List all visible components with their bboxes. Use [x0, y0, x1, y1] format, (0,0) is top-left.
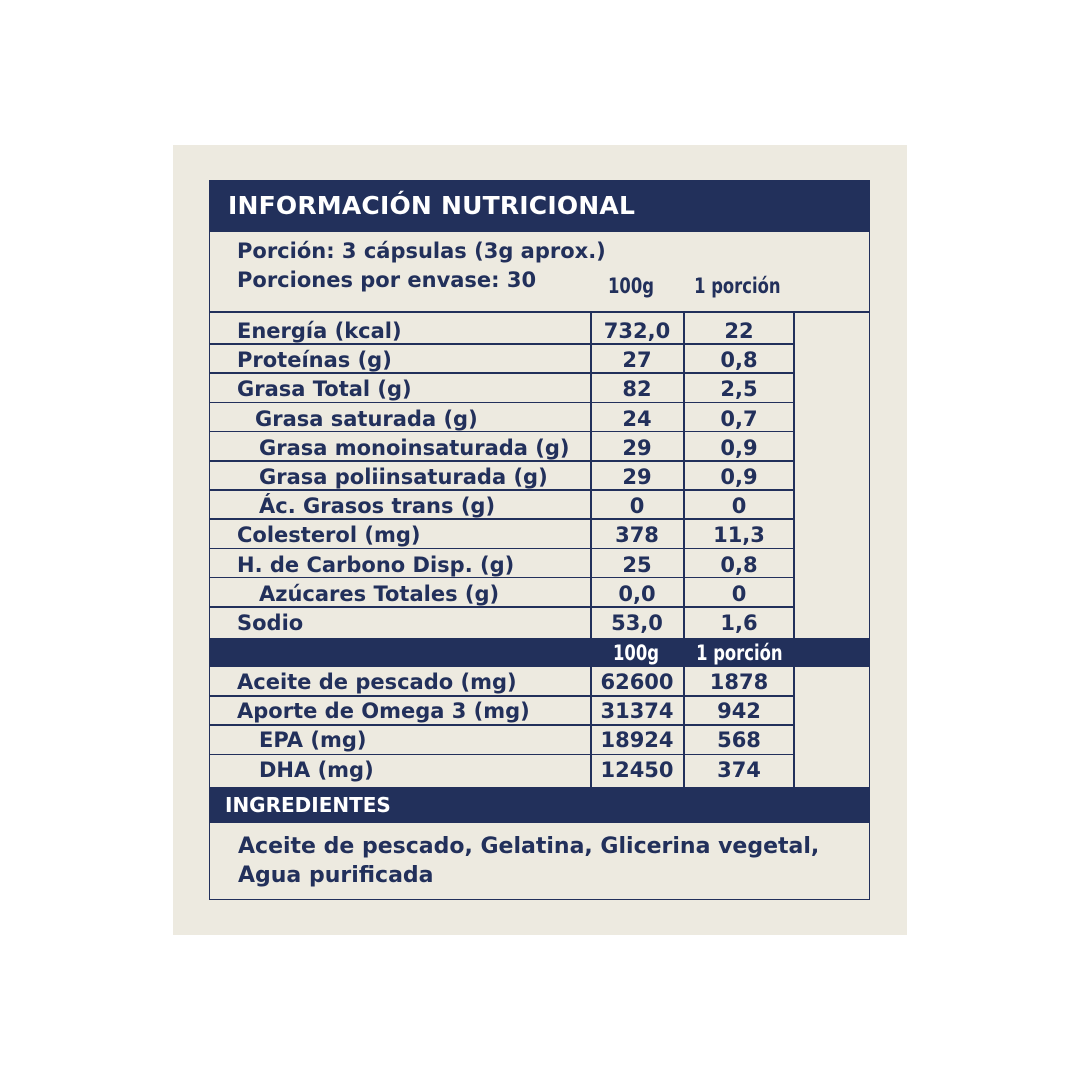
omega-value-portion: 1878: [709, 670, 769, 694]
omega-label: EPA (mg): [259, 728, 367, 753]
omega-value-portion: 374: [717, 757, 761, 782]
subheader-100g: 100g: [613, 641, 659, 665]
nutrient-value-portion: 0,8: [720, 348, 758, 373]
row-divider: [209, 548, 794, 550]
portion-text: Porción: 3 cápsulas (3g aprox.): [237, 239, 606, 263]
nutrient-value-portion: 0,8: [720, 552, 758, 577]
omega-column-divider-1: [590, 667, 592, 787]
nutrient-label: Grasa monoinsaturada (g): [259, 435, 570, 460]
ingredients-bar: [209, 787, 870, 823]
nutrient-value-100g: 0,0: [618, 581, 656, 606]
header-divider: [209, 311, 870, 313]
nutrient-label: H. de Carbono Disp. (g): [237, 552, 515, 577]
omega-column-divider-3: [793, 667, 795, 787]
omega-value-portion: 568: [717, 728, 761, 753]
nutrient-value-100g: 29: [622, 465, 652, 489]
nutrient-label: Proteínas (g): [237, 348, 392, 373]
nutrient-label: Ác. Grasos trans (g): [259, 494, 496, 519]
omega-row-divider: [209, 695, 794, 697]
subheader-portion: 1 porción: [696, 641, 783, 665]
servings-text: Porciones por envase: 30: [237, 268, 537, 292]
ingredients-title: INGREDIENTES: [225, 793, 391, 817]
nutrient-value-portion: 22: [724, 319, 754, 343]
row-divider: [209, 460, 794, 462]
omega-label: Aporte de Omega 3 (mg): [237, 699, 530, 724]
nutrient-label: Grasa Total (g): [237, 377, 412, 402]
column-divider-2: [683, 311, 685, 638]
row-divider: [209, 606, 794, 608]
nutrient-label: Azúcares Totales (g): [259, 581, 500, 606]
omega-row-divider: [209, 754, 794, 756]
nutrient-value-portion: 11,3: [713, 523, 765, 548]
col-header-100g: 100g: [608, 274, 654, 298]
row-divider: [209, 372, 794, 374]
omega-value-100g: 18924: [600, 728, 674, 753]
omega-subheader-bar: [209, 638, 870, 667]
row-divider: [209, 402, 794, 404]
nutrient-value-portion: 0: [731, 581, 747, 606]
nutrient-label: Colesterol (mg): [237, 523, 421, 548]
nutrient-value-100g: 82: [622, 377, 652, 402]
nutrient-value-100g: 29: [622, 435, 652, 460]
row-divider: [209, 577, 794, 579]
nutrient-label: Energía (kcal): [237, 319, 402, 343]
column-divider-1: [590, 311, 592, 638]
nutrient-value-portion: 1,6: [720, 611, 758, 635]
row-divider: [209, 489, 794, 491]
omega-value-100g: 62600: [600, 670, 674, 694]
nutrient-value-portion: 0,9: [720, 465, 758, 489]
col-header-portion: 1 porción: [694, 274, 781, 298]
row-divider: [209, 431, 794, 433]
nutrient-value-100g: 53,0: [611, 611, 663, 635]
column-divider-3: [793, 311, 795, 638]
nutrient-label: Grasa poliinsaturada (g): [259, 465, 548, 489]
nutrient-label: Grasa saturada (g): [255, 406, 478, 431]
omega-value-100g: 12450: [600, 757, 674, 782]
omega-column-divider-2: [683, 667, 685, 787]
omega-row-divider: [209, 724, 794, 726]
nutrient-value-100g: 27: [622, 348, 652, 373]
nutrient-value-100g: 25: [622, 552, 652, 577]
nutrient-value-100g: 378: [615, 523, 659, 548]
omega-label: DHA (mg): [259, 757, 374, 782]
row-divider: [209, 518, 794, 520]
ingredients-line-1: Aceite de pescado, Gelatina, Glicerina vegetal,: [238, 834, 820, 859]
nutrient-value-portion: 2,5: [720, 377, 758, 402]
title-bar: [209, 180, 870, 232]
omega-label: Aceite de pescado (mg): [237, 670, 517, 694]
omega-value-100g: 31374: [600, 699, 674, 724]
nutrient-value-portion: 0,9: [720, 435, 758, 460]
ingredients-line-2: Agua purificada: [238, 863, 434, 888]
row-divider: [209, 343, 794, 345]
nutrient-value-100g: 732,0: [603, 319, 671, 343]
omega-value-portion: 942: [717, 699, 761, 724]
nutrient-value-portion: 0,7: [720, 406, 758, 431]
nutrient-label: Sodio: [237, 611, 304, 635]
nutrient-value-100g: 0: [629, 494, 645, 519]
panel-title: INFORMACIÓN NUTRICIONAL: [228, 191, 636, 220]
nutrient-value-portion: 0: [731, 494, 747, 519]
nutrient-value-100g: 24: [622, 406, 652, 431]
